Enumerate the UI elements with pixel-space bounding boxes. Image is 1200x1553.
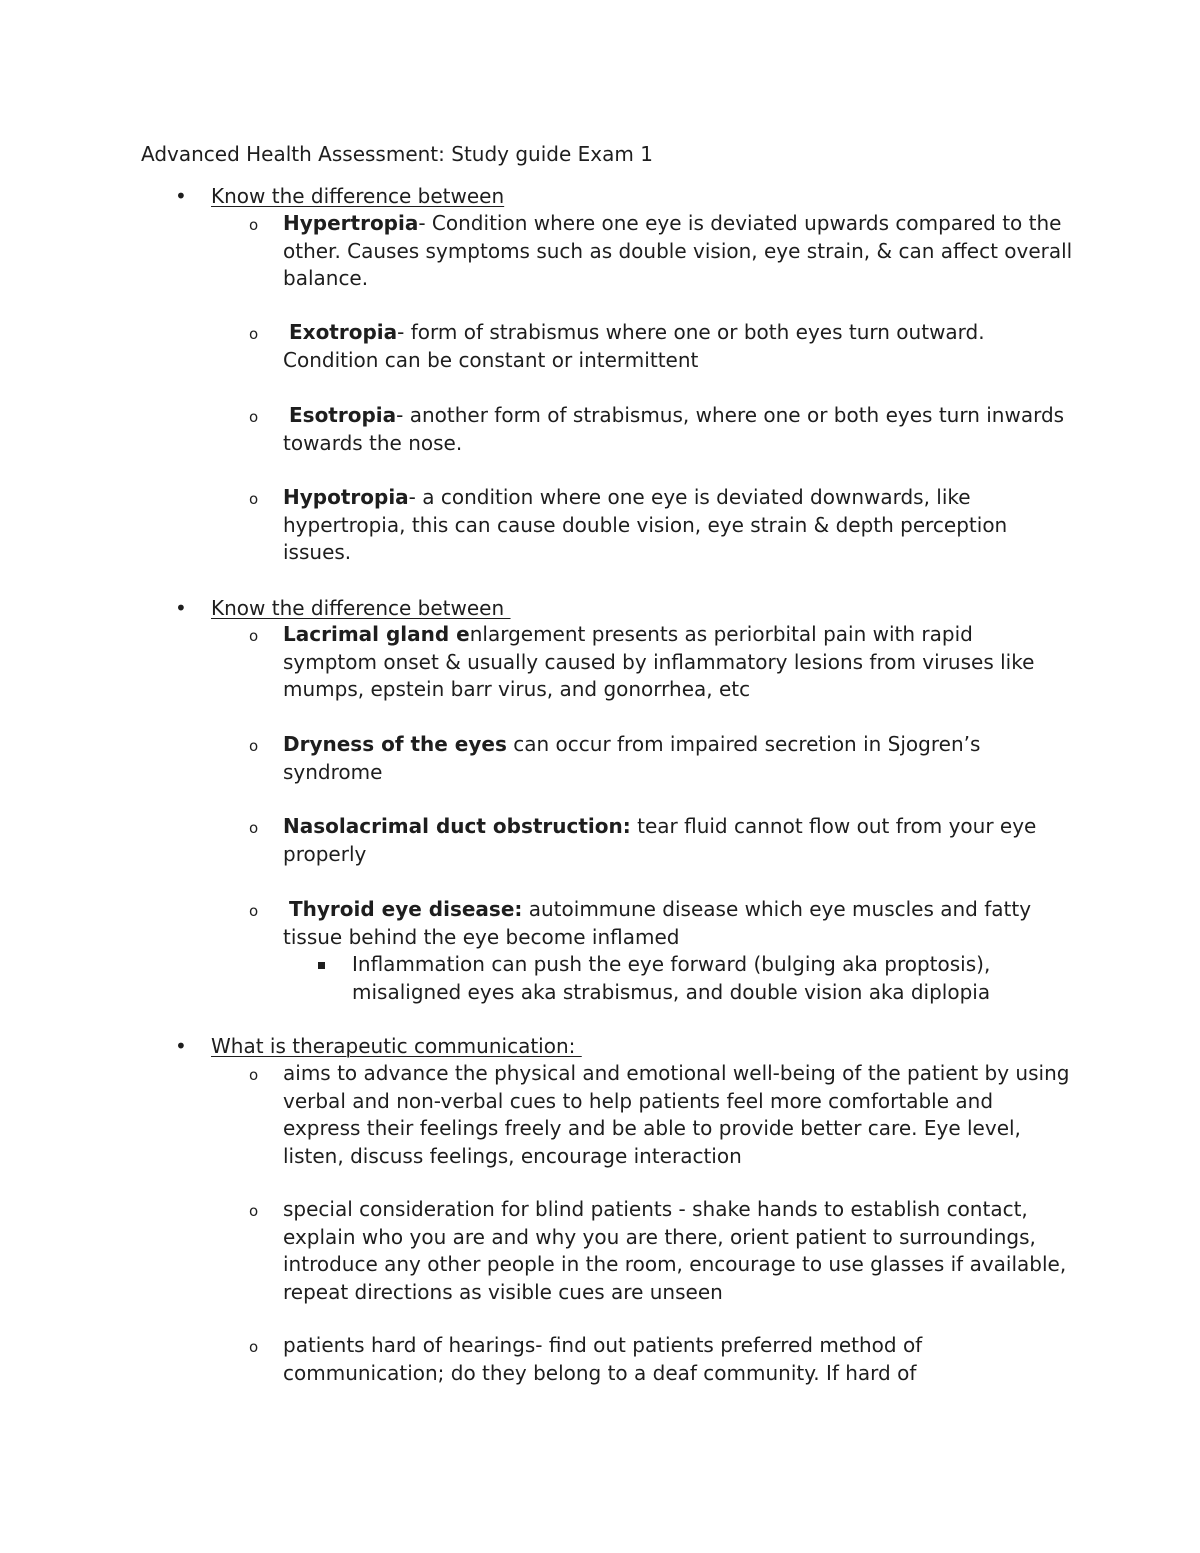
circle-bullet-icon: o <box>249 902 259 920</box>
section-heading: What is therapeutic communication: <box>211 1034 582 1058</box>
list-item: aims to advance the physical and emotional well-being of the patient by using verbal and non-verbal cues to help patients feel more comfortable and express their feelings freely and be able to provide better care. Eye level, listen, discuss feelings, encourage interaction <box>283 1061 1070 1168</box>
bullet-icon: • <box>175 1034 187 1058</box>
circle-bullet-icon: o <box>249 490 259 508</box>
section-heading: Know the difference between <box>211 184 505 208</box>
term: Exotropia <box>289 320 398 344</box>
list-item-nasolacrimal: Nasolacrimal duct obstruction: tear fluid cannot flow out from your eye properly <box>283 814 1037 866</box>
term: Dryness of the eyes <box>283 732 507 756</box>
list-item-thyroid: Thyroid eye disease: autoimmune disease which eye muscles and fatty tissue behind the eye become inflamed <box>283 897 1032 949</box>
term: Esotropia <box>289 403 397 427</box>
bullet-icon: • <box>175 184 187 208</box>
circle-bullet-icon: o <box>249 408 259 426</box>
circle-bullet-icon: o <box>249 819 259 837</box>
circle-bullet-icon: o <box>249 737 259 755</box>
square-bullet-icon <box>318 962 325 969</box>
term: Hypertropia <box>283 211 419 235</box>
list-item: special consideration for blind patients - shake hands to establish contact, explain who you are and why you are there, orient patient to surroundings, introduce any other people in the room, encourage to use glasses if available, repeat directions as visible cues are unseen <box>283 1197 1067 1304</box>
list-item-lacrimal-gland: Lacrimal gland enlargement presents as periorbital pain with rapid symptom onset & usually caused by inflammatory lesions from viruses like mumps, epstein barr virus, and gonorrhea, etc <box>283 622 1035 701</box>
circle-bullet-icon: o <box>249 325 259 343</box>
circle-bullet-icon: o <box>249 1202 259 1220</box>
circle-bullet-icon: o <box>249 1066 259 1084</box>
circle-bullet-icon: o <box>249 627 259 645</box>
list-item-hypertropia: Hypertropia- Condition where one eye is deviated upwards compared to the other. Causes symptoms such as double vision, eye strain, & can affect overall balance. <box>283 211 1073 290</box>
section-heading: Know the difference between <box>211 596 511 620</box>
term: Nasolacrimal duct obstruction: <box>283 814 631 838</box>
circle-bullet-icon: o <box>249 216 259 234</box>
term: Hypotropia <box>283 485 409 509</box>
list-item-esotropia: Esotropia- another form of strabismus, where one or both eyes turn inwards towards the nose. <box>283 403 1065 455</box>
term: Lacrimal gland e <box>283 622 470 646</box>
list-item-dryness: Dryness of the eyes can occur from impaired secretion in Sjogren’s syndrome <box>283 732 981 784</box>
sub-list-item: Inflammation can push the eye forward (bulging aka proptosis), misaligned eyes aka strabismus, and double vision aka diplopia <box>352 952 991 1004</box>
bullet-icon: • <box>175 596 187 620</box>
circle-bullet-icon: o <box>249 1338 259 1356</box>
list-item-exotropia: Exotropia- form of strabismus where one or both eyes turn outward. Condition can be constant or intermittent <box>283 320 985 372</box>
list-item: patients hard of hearings- find out patients preferred method of communication; do they belong to a deaf community. If hard of <box>283 1333 923 1385</box>
document-title: Advanced Health Assessment: Study guide Exam 1 <box>141 142 653 166</box>
list-item-hypotropia: Hypotropia- a condition where one eye is deviated downwards, like hypertropia, this can cause double vision, eye strain & depth perception issues. <box>283 485 1008 564</box>
term: Thyroid eye disease: <box>289 897 523 921</box>
